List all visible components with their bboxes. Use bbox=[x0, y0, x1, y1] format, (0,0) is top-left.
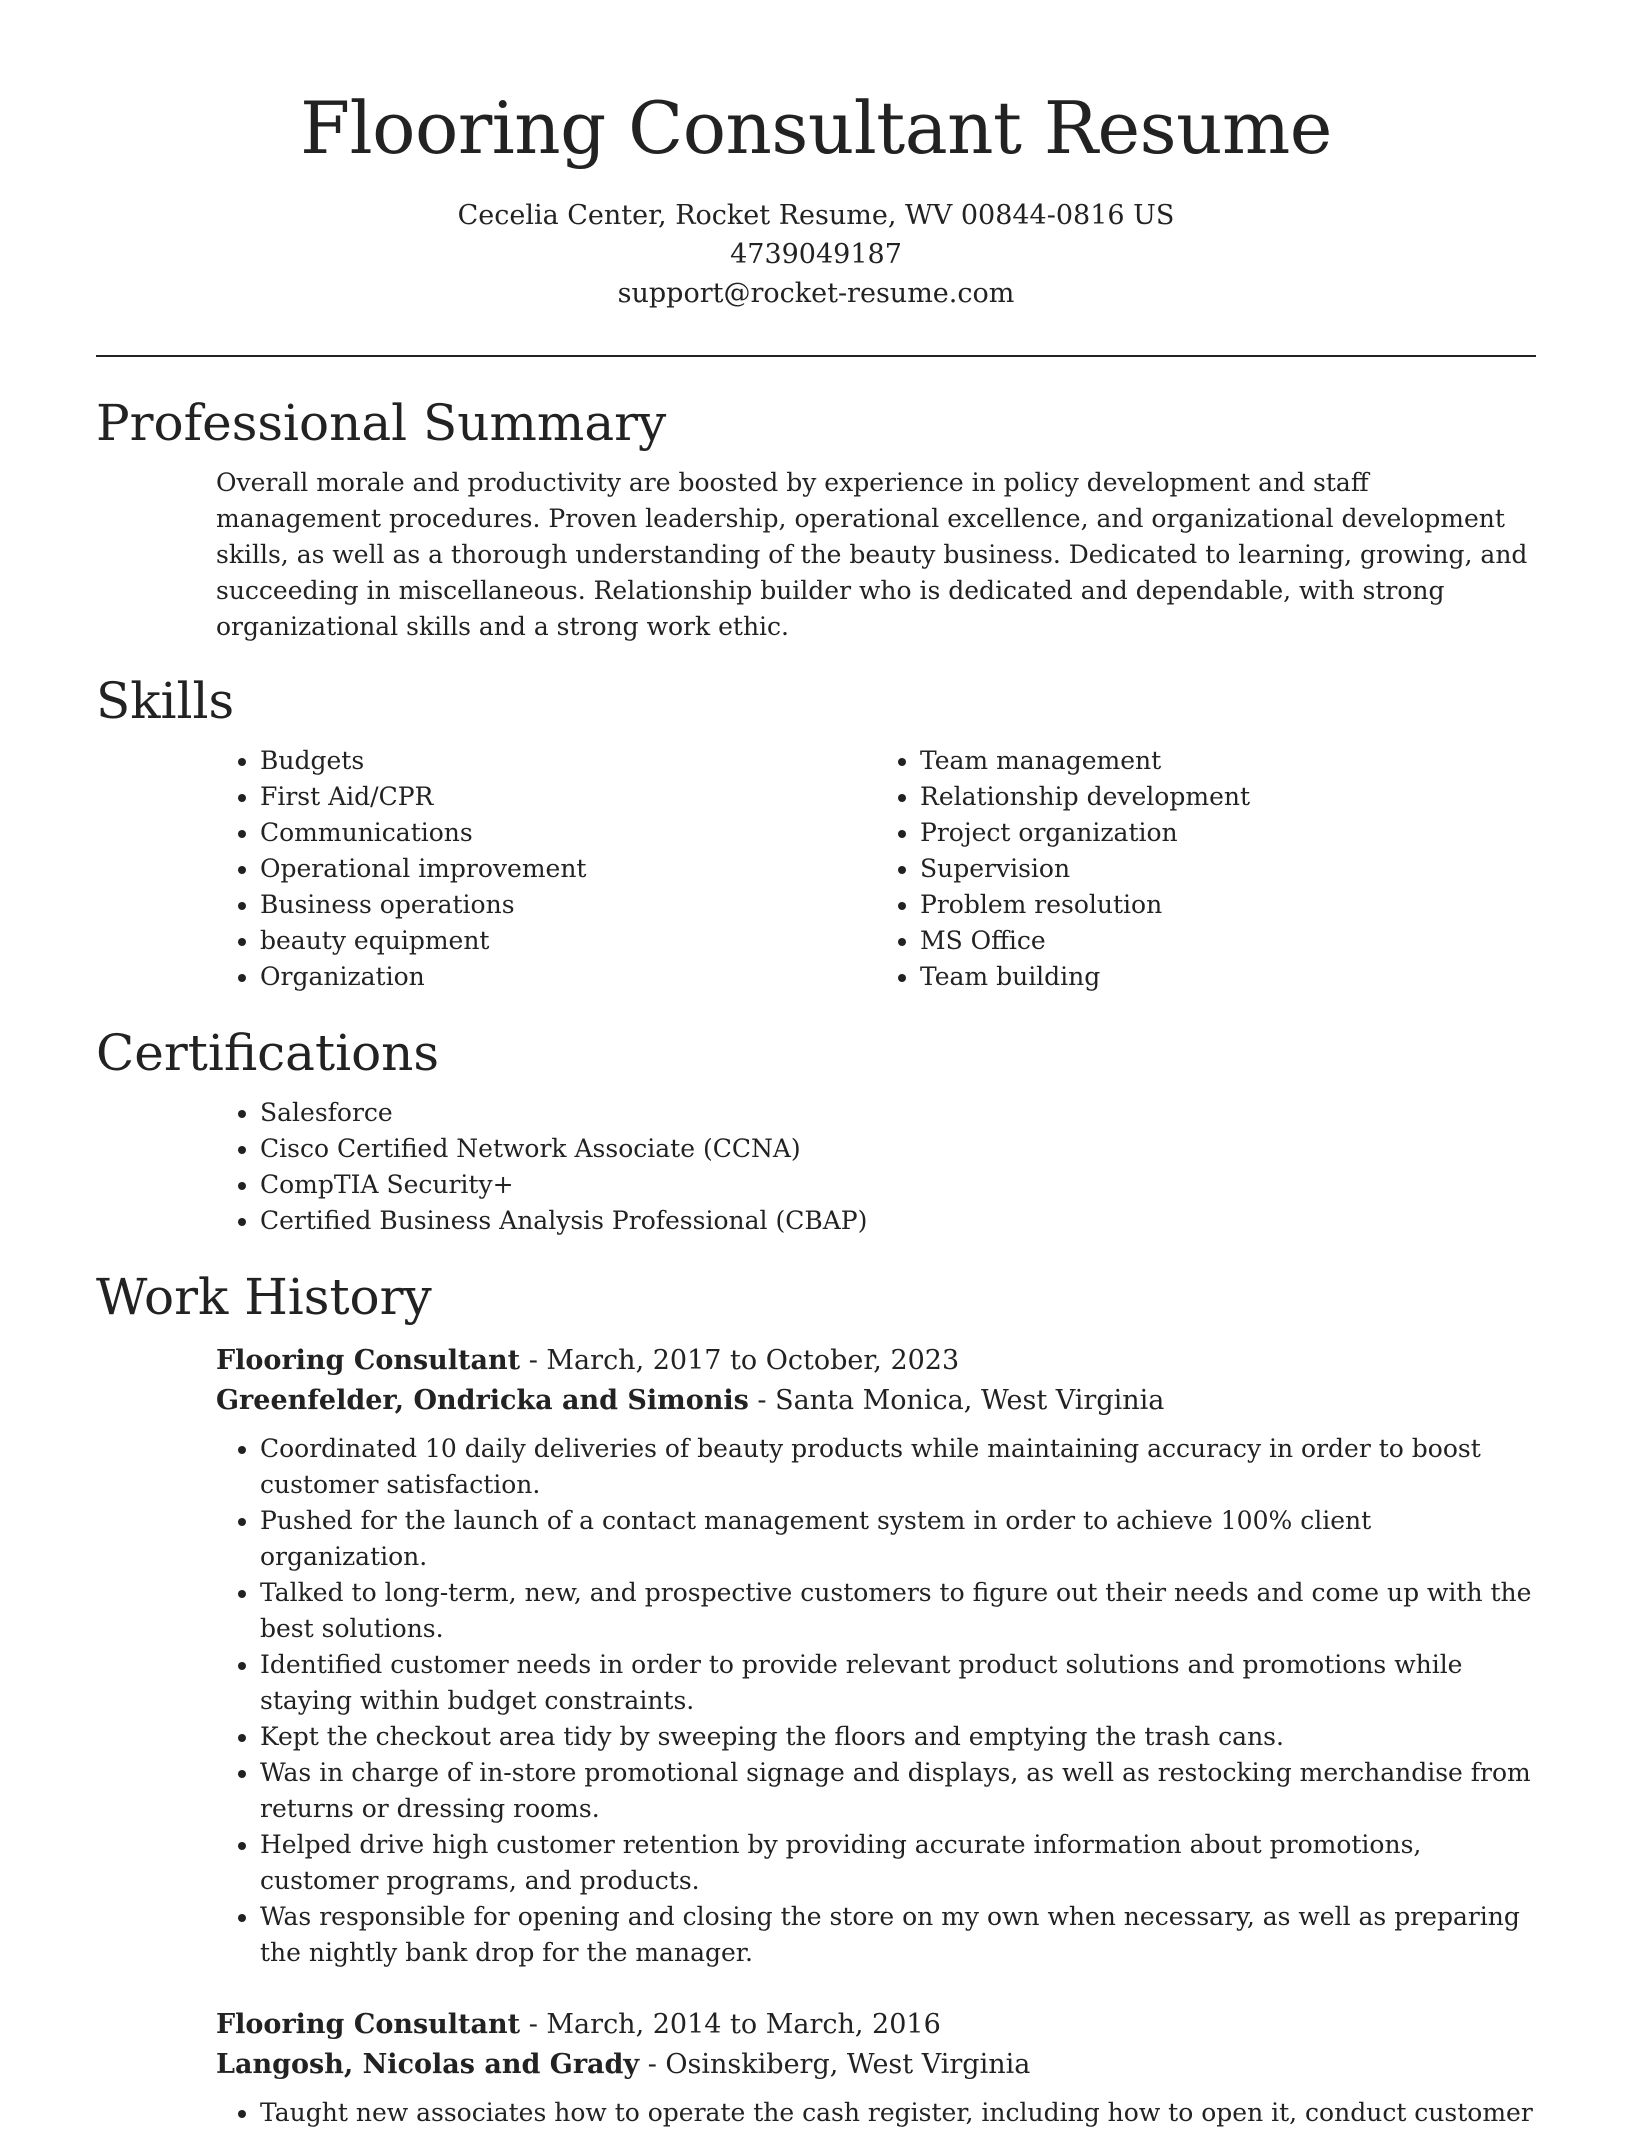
job-duty-item: • Was in charge of in-store promotional signage and displays, as well as restocking merchandise from returns or dressing rooms. bbox=[260, 1755, 1536, 1827]
skill-item: • Supervision bbox=[920, 851, 1536, 887]
skill-item: • Operational improvement bbox=[260, 851, 876, 887]
job-duty-item: • Kept the checkout area tidy by sweeping the floors and emptying the trash cans. bbox=[260, 1719, 1536, 1755]
skill-item: • Team building bbox=[920, 959, 1536, 995]
certifications-section bbox=[96, 1023, 1536, 1239]
job-duty-item: • Coordinated 10 daily deliveries of beauty products while maintaining accuracy in order to boost customer satisfaction. bbox=[260, 1431, 1536, 1503]
skill-item: • Budgets bbox=[260, 743, 876, 779]
job-location: - Osinskiberg, West Virginia bbox=[639, 2049, 1031, 2080]
job-title-line bbox=[216, 2005, 1536, 2045]
skills-section bbox=[96, 671, 1536, 995]
skill-item: • Communications bbox=[260, 815, 876, 851]
certifications-block bbox=[216, 1095, 1536, 1239]
professional-summary-section bbox=[96, 393, 1536, 645]
header-divider bbox=[96, 355, 1536, 357]
job-title-line bbox=[216, 1341, 1536, 1381]
skill-item: • Project organization bbox=[920, 815, 1536, 851]
contact-email: support@rocket-resume.com bbox=[617, 278, 1015, 309]
section-heading-summary: Professional Summary bbox=[96, 394, 667, 452]
contact-phone: 4739049187 bbox=[730, 239, 902, 270]
job-duties-list bbox=[216, 2095, 1536, 2131]
job-dates: - March, 2014 to March, 2016 bbox=[520, 2009, 941, 2040]
skills-list-right bbox=[876, 743, 1536, 995]
section-heading-work-history: Work History bbox=[96, 1268, 432, 1326]
job-duty-item: • Talked to long-term, new, and prospective customers to figure out their needs and come up with the best solutions. bbox=[260, 1575, 1536, 1647]
job-title: Flooring Consultant bbox=[216, 2009, 521, 2040]
skill-item: • Relationship development bbox=[920, 779, 1536, 815]
certification-item: • CompTIA Security+ bbox=[260, 1167, 1536, 1203]
certification-item: • Salesforce bbox=[260, 1095, 1536, 1131]
section-heading-certifications: Certifications bbox=[96, 1024, 440, 1082]
contact-address: Cecelia Center, Rocket Resume, WV 00844-0816 US bbox=[457, 200, 1175, 231]
job-duty-item: • Identified customer needs in order to provide relevant product solutions and promotions while staying within budget constraints. bbox=[260, 1647, 1536, 1719]
job-dates: - March, 2017 to October, 2023 bbox=[520, 1345, 960, 1376]
resume-header bbox=[0, 0, 1632, 313]
work-history-section bbox=[96, 1267, 1536, 2131]
job-entry bbox=[216, 1341, 1536, 1971]
job-title: Flooring Consultant bbox=[216, 1345, 521, 1376]
certification-item: • Certified Business Analysis Professional (CBAP) bbox=[260, 1203, 1536, 1239]
skill-item: • Team management bbox=[920, 743, 1536, 779]
skills-grid bbox=[216, 743, 1536, 995]
section-heading-skills: Skills bbox=[96, 672, 235, 730]
job-company: Greenfelder, Ondricka and Simonis bbox=[216, 1385, 749, 1416]
job-location: - Santa Monica, West Virginia bbox=[748, 1385, 1165, 1416]
job-duties-list bbox=[216, 1431, 1536, 1971]
job-duty-item: • Helped drive high customer retention by providing accurate information about promotions, customer programs, and products. bbox=[260, 1827, 1536, 1899]
resume-title: Flooring Consultant Resume bbox=[300, 86, 1332, 170]
certifications-list bbox=[216, 1095, 1536, 1239]
job-duty-item: • Pushed for the launch of a contact management system in order to achieve 100% client organization. bbox=[260, 1503, 1536, 1575]
skill-item: • Business operations bbox=[260, 887, 876, 923]
job-company-line bbox=[216, 1381, 1536, 1421]
job-entry bbox=[216, 2005, 1536, 2131]
job-company: Langosh, Nicolas and Grady bbox=[216, 2049, 640, 2080]
summary-text: Overall morale and productivity are boosted by experience in policy development and staff management procedures. Proven leadership, operational excellence, and organizational development skills, as well as a thorough understanding of the beauty business. Dedicated to learning, growing, and succeeding in miscellaneous. Relationship builder who is dedicated and dependable, with strong organizational skills and a strong work ethic. bbox=[216, 468, 1528, 641]
skill-item: • beauty equipment bbox=[260, 923, 876, 959]
skills-list-left bbox=[216, 743, 876, 995]
skill-item: • Problem resolution bbox=[920, 887, 1536, 923]
certification-item: • Cisco Certified Network Associate (CCNA) bbox=[260, 1131, 1536, 1167]
skill-item: • Organization bbox=[260, 959, 876, 995]
job-company-line bbox=[216, 2045, 1536, 2085]
skill-item: • First Aid/CPR bbox=[260, 779, 876, 815]
skill-item: • MS Office bbox=[920, 923, 1536, 959]
job-duty-item: • Was responsible for opening and closing the store on my own when necessary, as well as preparing the nightly bank drop for the manager. bbox=[260, 1899, 1536, 1971]
contact-info bbox=[0, 196, 1632, 313]
job-duty-item: • Taught new associates how to operate the cash register, including how to open it, conduct customer bbox=[260, 2095, 1536, 2131]
